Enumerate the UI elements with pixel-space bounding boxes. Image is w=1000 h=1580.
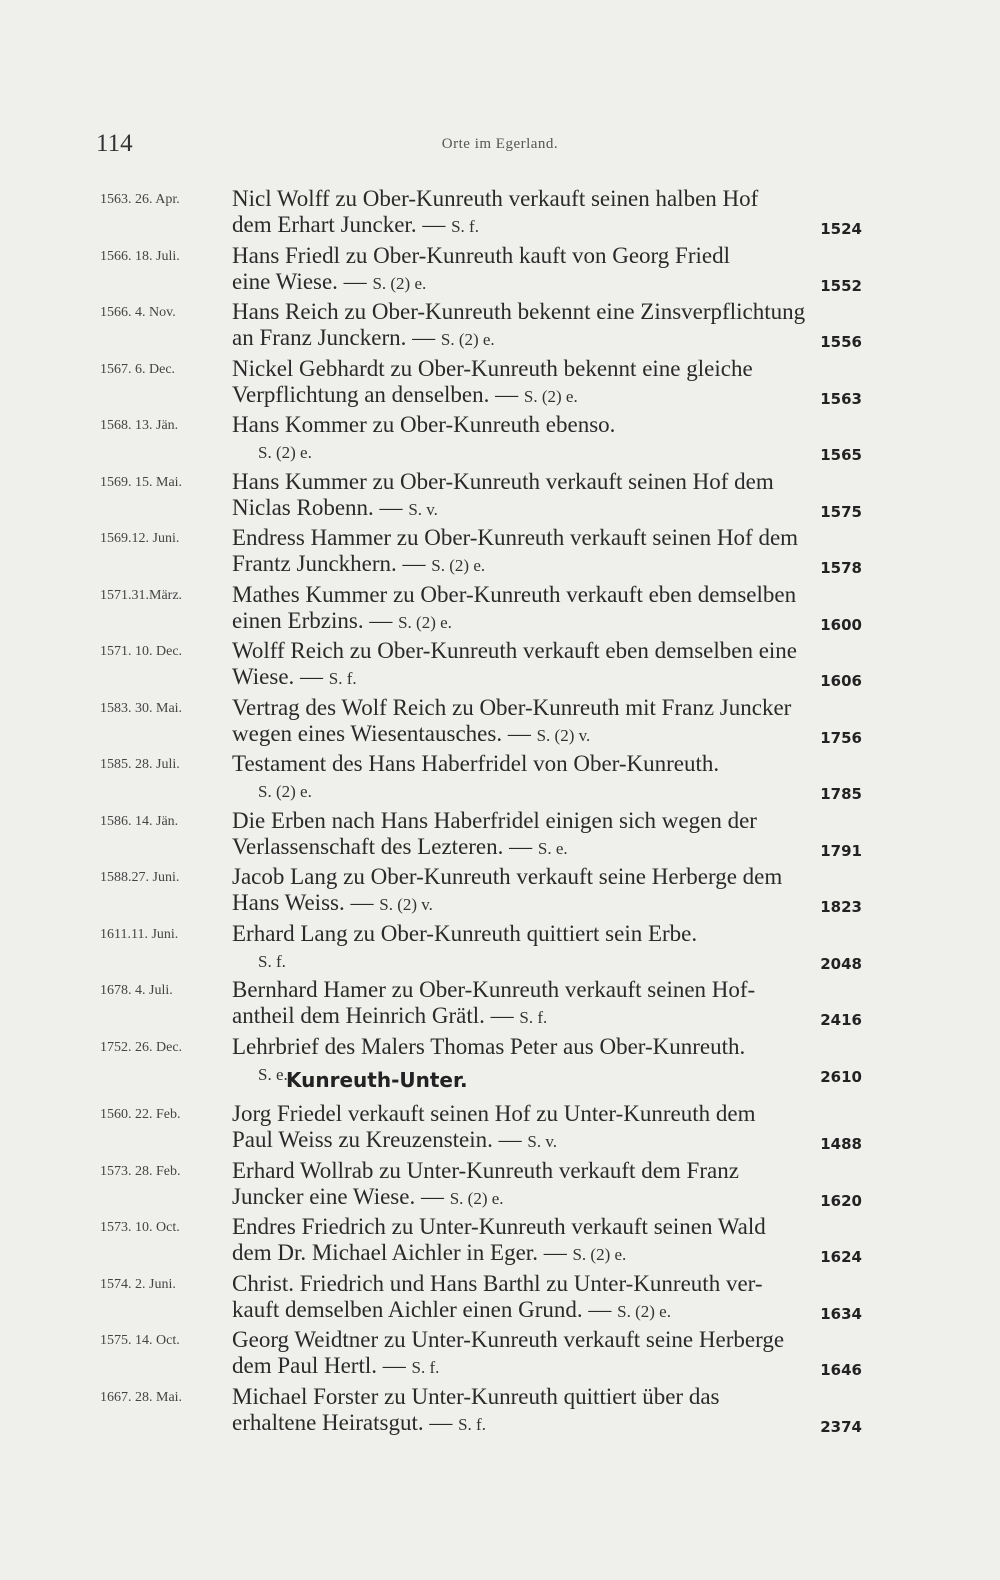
- entry-continuation: [232, 551, 485, 579]
- entry-continuation-text: dem Paul Hertl. —: [232, 1353, 412, 1378]
- entry-text: Erhard Wollrab zu Unter-Kunreuth verkauft dem Franz: [232, 1157, 739, 1183]
- entry-continuation: [232, 664, 357, 692]
- entry-record-number: 1756: [820, 728, 862, 747]
- entry-continuation: [232, 1410, 486, 1438]
- entry-date: 1566. 4. Nov.: [100, 305, 176, 320]
- entry-seal-reference: S. e.: [258, 1064, 288, 1084]
- entry-continuation: [258, 947, 286, 975]
- entry-continuation: [258, 777, 312, 805]
- entry-continuation: [232, 269, 426, 297]
- entry-text: Bernhard Hamer zu Ober-Kunreuth verkauft seinen Hof-: [232, 977, 756, 1002]
- entry-record-number: 1488: [820, 1135, 862, 1153]
- entry-text: Hans Kummer zu Ober-Kunreuth verkauft seinen Hof dem: [232, 468, 774, 494]
- entry-continuation-text: erhaltene Heiratsgut. —: [232, 1409, 459, 1435]
- entry-date: 1571.31.März.: [100, 587, 183, 603]
- entry-record-number: 1600: [820, 615, 862, 634]
- entry-seal-reference: S. (2) e.: [431, 556, 486, 575]
- entry-continuation: [232, 1297, 671, 1325]
- entry-date: 1563. 26. Apr.: [100, 192, 180, 207]
- entry-continuation-text: Verlassenschaft des Lezteren. —: [232, 833, 538, 859]
- entry-seal-reference: S. v.: [527, 1132, 557, 1151]
- entry-date: 1574. 2. Juni.: [100, 1276, 176, 1292]
- entry-text: Hans Reich zu Ober-Kunreuth bekennt eine Zinsverpflichtung: [232, 299, 806, 324]
- entry-record-number: 1620: [820, 1191, 862, 1210]
- entry-text: Jorg Friedel verkauft seinen Hof zu Unter-Kunreuth dem: [232, 1101, 756, 1126]
- entry-seal-reference: S. v.: [408, 499, 438, 519]
- entry-continuation: [232, 1184, 504, 1212]
- entry-text: Die Erben nach Hans Haberfridel einigen sich wegen der: [232, 807, 757, 833]
- entry-date: 1566. 18. Juli.: [100, 248, 180, 264]
- entry-continuation: [232, 382, 578, 410]
- entry-date: 1588.27. Juni.: [100, 870, 180, 885]
- entry-seal-reference: S. (2) e.: [523, 386, 578, 406]
- entry-date: 1583. 30. Mai.: [100, 700, 183, 716]
- entry-date: 1611.11. Juni.: [100, 926, 179, 942]
- entry-record-number: 2610: [820, 1067, 862, 1086]
- entry-date: 1585. 28. Juli.: [100, 757, 180, 772]
- entry-continuation-text: Frantz Junckhern. —: [232, 551, 432, 576]
- entry-continuation: [258, 438, 312, 466]
- entry-text: Endres Friedrich zu Unter-Kunreuth verkauft seinen Wald: [232, 1214, 766, 1239]
- entry-continuation-text: kauft demselben Aichler einen Grund. —: [232, 1296, 618, 1322]
- entry-record-number: 2416: [820, 1011, 862, 1029]
- entry-continuation: [232, 1003, 547, 1031]
- entry-seal-reference: S. f.: [519, 1008, 548, 1027]
- entry-continuation: [232, 1127, 557, 1155]
- entry-continuation-text: Hans Weiss. —: [232, 890, 380, 915]
- entry-date: 1586. 14. Jän.: [100, 813, 179, 829]
- entry-record-number: 1823: [820, 898, 862, 916]
- entry-text: Erhard Lang zu Ober-Kunreuth quittiert sein Erbe.: [232, 920, 698, 946]
- entry-text: Georg Weidtner zu Unter-Kunreuth verkauft seine Herberge: [232, 1327, 785, 1352]
- entry-record-number: 1556: [820, 333, 862, 351]
- entry-continuation: [232, 212, 479, 240]
- entry-text: Christ. Friedrich und Hans Barthl zu Unter-Kunreuth ver-: [232, 1270, 763, 1296]
- entry-seal-reference: S. f.: [328, 669, 357, 688]
- entry-seal-reference: S. (2) v.: [536, 725, 591, 745]
- entry-record-number: 1646: [820, 1361, 862, 1379]
- entry-seal-reference: S. (2) e.: [617, 1301, 671, 1321]
- entry-text: Michael Forster zu Unter-Kunreuth quittiert über das: [232, 1383, 720, 1409]
- entry-record-number: 1563: [820, 389, 862, 408]
- entry-text: Mathes Kummer zu Ober-Kunreuth verkauft eben demselben: [232, 581, 797, 607]
- entry-record-number: 1624: [820, 1248, 862, 1266]
- entry-seal-reference: S. (2) e.: [258, 782, 312, 801]
- entry-continuation: [232, 495, 438, 523]
- entry-text: Testament des Hans Haberfridel von Ober-Kunreuth.: [232, 751, 720, 776]
- entry-record-number: 1785: [820, 785, 862, 803]
- entry-record-number: 1578: [820, 559, 862, 577]
- section-heading: Kunreuth-Unter.: [286, 1068, 468, 1092]
- entry-continuation-text: einen Erbzins. —: [232, 607, 399, 633]
- entry-continuation: [232, 721, 590, 749]
- entry-date: 1752. 26. Dec.: [100, 1039, 183, 1055]
- entry-record-number: 2048: [820, 954, 862, 973]
- entry-continuation-text: antheil dem Heinrich Grätl. —: [232, 1003, 520, 1028]
- entry-continuation: [232, 1240, 626, 1268]
- entry-record-number: 1634: [820, 1304, 862, 1323]
- entry-continuation-text: an Franz Junckern. —: [232, 325, 441, 350]
- entry-text: Nickel Gebhardt zu Ober-Kunreuth bekennt eine gleiche: [232, 355, 753, 381]
- entry-continuation: [232, 608, 452, 636]
- entry-record-number: 1524: [820, 220, 862, 238]
- entry-seal-reference: S. e.: [537, 838, 568, 858]
- entry-seal-reference: S. (2) v.: [379, 895, 433, 914]
- entry-record-number: 1606: [820, 672, 862, 690]
- entry-continuation-text: dem Erhart Juncker. —: [232, 212, 452, 237]
- entry-text: Endress Hammer zu Ober-Kunreuth verkauft seinen Hof dem: [232, 525, 799, 550]
- entry-seal-reference: S. f.: [451, 217, 479, 236]
- entry-continuation: [232, 834, 568, 862]
- page-number: 114: [96, 130, 133, 157]
- entry-continuation: [232, 890, 433, 918]
- entry-continuation-text: Verpflichtung an denselben. —: [232, 381, 524, 407]
- entry-date: 1569.12. Juni.: [100, 531, 180, 546]
- entry-date: 1569. 15. Mai.: [100, 474, 183, 490]
- entry-text: Hans Friedl zu Ober-Kunreuth kauft von Georg Friedl: [232, 242, 730, 268]
- entry-date: 1575. 14. Oct.: [100, 1333, 180, 1348]
- entry-seal-reference: S. f.: [258, 951, 286, 971]
- entry-date: 1571. 10. Dec.: [100, 644, 183, 659]
- entry-date: 1573. 10. Oct.: [100, 1220, 180, 1235]
- entry-seal-reference: S. (2) e.: [572, 1245, 627, 1264]
- entry-continuation: [258, 1060, 288, 1088]
- entry-date: 1567. 6. Dec.: [100, 361, 176, 377]
- entry-text: Vertrag des Wolf Reich zu Ober-Kunreuth mit Franz Juncker: [232, 694, 792, 720]
- entry-date: 1568. 13. Jän.: [100, 418, 179, 433]
- entry-text: Hans Kommer zu Ober-Kunreuth ebenso.: [232, 412, 616, 437]
- entry-seal-reference: S. (2) e.: [258, 443, 312, 462]
- entry-text: Nicl Wolff zu Ober-Kunreuth verkauft seinen halben Hof: [232, 186, 759, 211]
- entry-text: Jacob Lang zu Ober-Kunreuth verkauft seine Herberge dem: [232, 864, 783, 889]
- entry-seal-reference: S. (2) e.: [398, 612, 452, 632]
- entry-continuation-text: wegen eines Wiesentausches. —: [232, 720, 537, 746]
- entry-seal-reference: S. (2) e.: [372, 273, 427, 293]
- entry-date: 1560. 22. Feb.: [100, 1107, 181, 1122]
- entry-continuation-text: Juncker eine Wiese. —: [232, 1183, 450, 1209]
- entry-seal-reference: S. f.: [411, 1358, 440, 1377]
- entry-record-number: 1791: [820, 841, 862, 860]
- entry-record-number: 1552: [820, 276, 862, 295]
- entry-text: Lehrbrief des Malers Thomas Peter aus Ober-Kunreuth.: [232, 1033, 746, 1059]
- entry-continuation: [232, 1353, 439, 1381]
- entry-continuation: [232, 325, 495, 353]
- entry-record-number: 1565: [820, 446, 862, 464]
- running-title: Orte im Egerland.: [441, 136, 559, 152]
- entry-date: 1678. 4. Juli.: [100, 983, 173, 998]
- entry-continuation-text: dem Dr. Michael Aichler in Eger. —: [232, 1240, 573, 1265]
- entry-continuation-text: Niclas Robenn. —: [232, 494, 409, 520]
- entry-continuation-text: Wiese. —: [232, 664, 329, 689]
- entry-continuation-text: eine Wiese. —: [232, 268, 373, 294]
- entry-record-number: 2374: [820, 1417, 862, 1436]
- entry-continuation-text: Paul Weiss zu Kreuzenstein. —: [232, 1127, 528, 1152]
- entry-seal-reference: S. (2) e.: [440, 330, 495, 349]
- entry-record-number: 1575: [820, 502, 862, 521]
- entry-text: Wolff Reich zu Ober-Kunreuth verkauft eben demselben eine: [232, 638, 798, 663]
- entry-seal-reference: S. (2) e.: [449, 1188, 504, 1208]
- entry-seal-reference: S. f.: [458, 1414, 486, 1434]
- entry-date: 1573. 28. Feb.: [100, 1163, 181, 1179]
- entry-date: 1667. 28. Mai.: [100, 1389, 183, 1405]
